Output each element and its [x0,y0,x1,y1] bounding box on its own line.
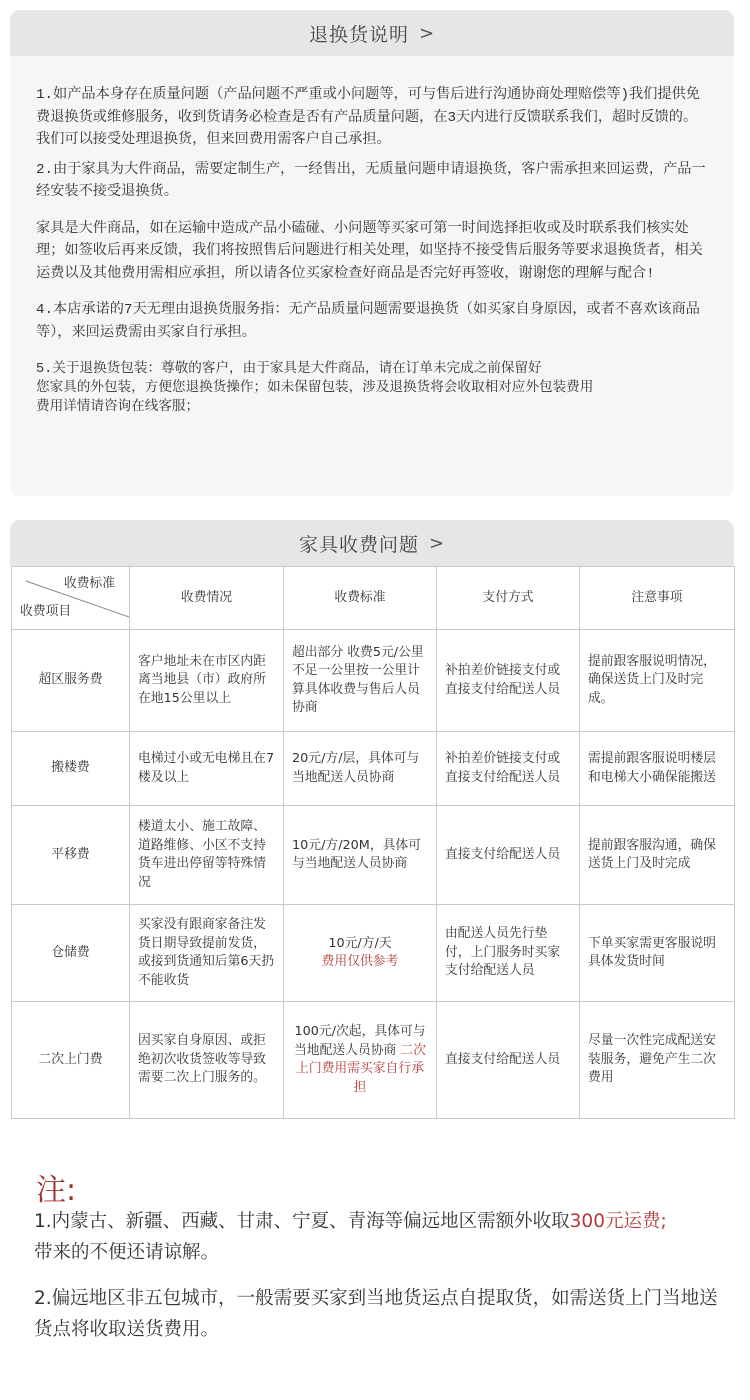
fee-standard-text: 100元/次起，具体可与当地配送人员协商 [293,1024,426,1058]
fees-header-col2: 收费标准 [284,567,437,630]
returns-body [10,56,734,417]
fee-note: 提前跟客服沟通，确保送货上门及时完成 [580,806,735,905]
fee-situation: 电梯过小或无电梯且在7楼及以上 [130,732,284,806]
fees-table [11,566,735,1119]
fee-situation: 楼道太小、施工故障、道路维修、小区不支持货车进出停留等特殊情况 [130,806,284,905]
note-2: 2.偏远地区非五包城市，一般需要买家到当地货运点自提取货，如需送货上门当地送货点将收取送货费用。 [34,1288,718,1340]
returns-header[interactable] [10,10,734,56]
fee-standard-text: 10元/方/20M，具体可与当地配送人员协商 [292,837,422,871]
fee-note: 下单买家需更客服说明具体发货时间 [580,905,735,1002]
fee-item: 超区服务费 [12,630,130,732]
returns-paragraph-1: 1.如产品本身存在质量问题（产品问题不严重或小问题等，可与售后进行沟通协商处理赔偿等)我们提供免费退换货或维修服务，收到货请务必检查是否有产品质量问题，在3天内进行反馈联系我们，超时反馈的。我们可以接受处理退换货，但来回费用需客户自己承担。 [36,87,700,148]
fee-standard [284,630,437,732]
fees-header-diagonal-cell [12,567,130,630]
fee-item: 搬楼费 [12,732,130,806]
note-1-suffix: 带来的不便还请谅解。 [34,1242,220,1263]
fee-standard-text: 20元/方/层，具体可与当地配送人员协商 [292,751,420,785]
returns-paragraph-3: 家具是大件商品，如在运输中造成产品小磕碰、小问题等买家可第一时间选择拒收或及时联系我们核实处理；如签收后再来反馈，我们将按照售后问题进行相关处理，如坚持不接受售后服务等要求退换货者，相关运费以及其他费用需相应承担，所以请各位买家检查好商品是否完好再签收，谢谢您的理解与配合! [36,220,703,282]
fee-payment: 直接支付给配送人员 [437,806,580,905]
table-row [12,806,735,905]
note-1 [34,1206,724,1268]
chevron-right-icon: > [428,532,446,554]
fee-item: 仓储费 [12,905,130,1002]
fee-situation: 客户地址未在市区内距离当地县（市）政府所在地15公里以上 [130,630,284,732]
note-1-prefix: 1.内蒙古、新疆、西藏、甘肃、宁夏、青海等偏远地区需额外收取 [34,1211,570,1232]
fees-title: 家具收费问题 [298,533,419,556]
returns-paragraph-2: 2.由于家具为大件商品，需要定制生产，一经售出，无质量问题申请退换货，客户需承担来回运费，产品一经安装不接受退换货。 [36,161,706,200]
returns-paragraph-5 [36,360,708,417]
table-row [12,630,735,732]
fees-table-header-row [12,567,735,630]
fee-payment: 补拍差价链接支付或直接支付给配送人员 [437,732,580,806]
fee-standard [284,905,437,1002]
table-row [12,1002,735,1119]
fees-header-diag-bottom: 收费项目 [20,603,72,619]
returns-paragraph-4: 4.本店承诺的7天无理由退换货服务指：无产品质量问题需要退换货（如买家自身原因，或者不喜欢该商品等），来回运费需由买家自行承担。 [36,302,700,341]
fee-note: 提前跟客服说明情况，确保送货上门及时完成。 [580,630,735,732]
fee-note: 需提前跟客服说明楼层和电梯大小确保能搬送 [580,732,735,806]
fees-section-header[interactable] [10,520,734,566]
fee-situation: 因买家自身原因、或拒绝初次收货签收等导致需要二次上门服务的。 [130,1002,284,1119]
fee-payment: 直接支付给配送人员 [437,1002,580,1119]
fee-standard-red-text: 二次上门费用需买家自行承担 [296,1042,427,1095]
returns-title: 退换货说明 [308,23,409,46]
notes-title: 注: [36,1173,77,1208]
fee-standard [284,806,437,905]
fees-header-diag-top: 收费标准 [63,576,115,591]
fees-header[interactable] [10,520,734,566]
fee-item: 平移费 [12,806,130,905]
returns-section [10,10,734,496]
table-row [12,905,735,1002]
fee-standard [284,1002,437,1119]
note-1-highlight: 300元运费; [569,1211,667,1232]
returns-p5-line-3: 费用详情请咨询在线客服； [36,400,200,415]
fees-header-col3: 支付方式 [437,567,580,630]
chevron-right-icon: > [418,22,436,44]
table-row [12,732,735,806]
returns-p5-line-1: 5.关于退换货包装：尊敬的客户，由于家具是大件商品，请在订单未完成之前保留好 [36,362,542,377]
fee-payment: 由配送人员先行垫付，上门服务时买家支付给配送人员 [437,905,580,1002]
fee-standard [284,732,437,806]
fee-note: 尽量一次性完成配送安装服务，避免产生二次费用 [580,1002,735,1119]
fee-item: 二次上门费 [12,1002,130,1119]
fee-standard-text: 10元/方/天 [328,935,392,951]
fees-header-col1: 收费情况 [130,567,284,630]
returns-p5-line-2: 您家具的外包装，方便您退换货操作；如未保留包装，涉及退换货将会收取相对应外包装费用 [36,381,594,396]
fee-standard-red-text: 费用仅供参考 [321,954,399,969]
fees-header-col4: 注意事项 [580,567,735,630]
fee-standard-text: 超出部分 收费5元/公里不足一公里按一公里计算具体收费与售后人员协商 [292,644,424,715]
fee-situation: 买家没有跟商家备注发货日期导致提前发货，或接到货通知后第6天扔不能收货 [130,905,284,1002]
fee-payment: 补拍差价链接支付或直接支付给配送人员 [437,630,580,732]
